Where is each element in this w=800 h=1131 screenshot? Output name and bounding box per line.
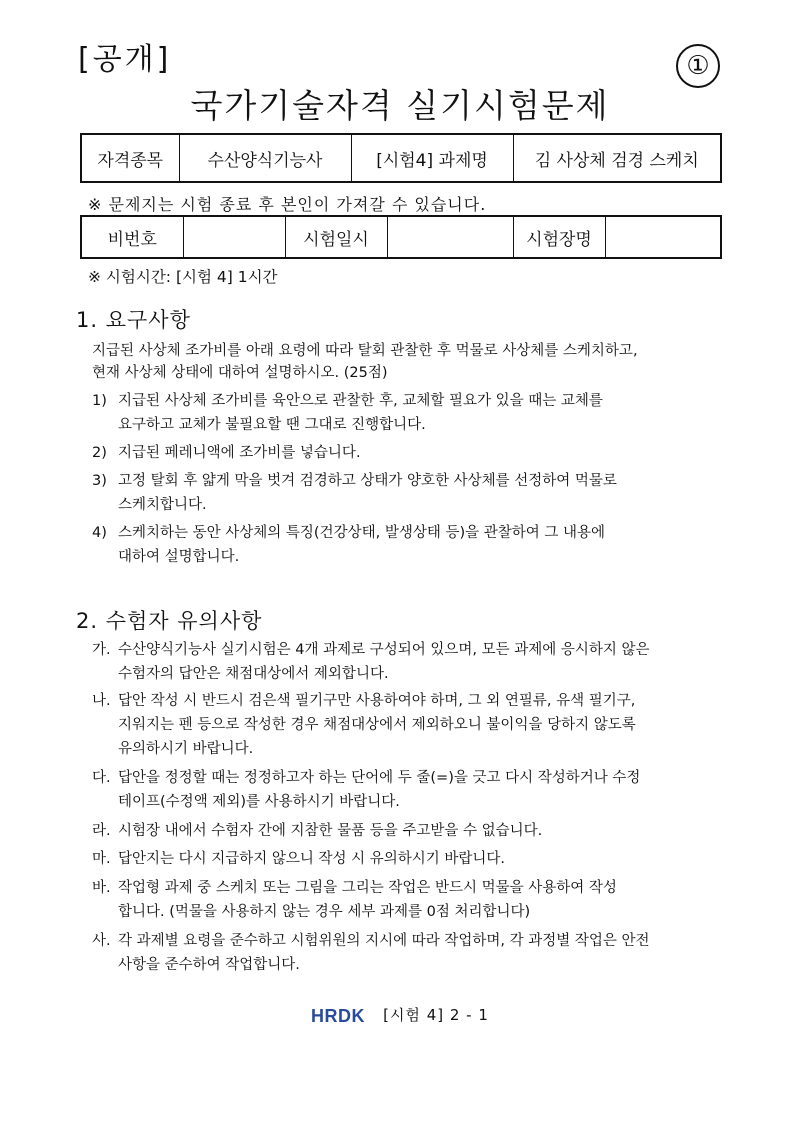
- notice-text-line: 사항을 준수하여 작업합니다.: [118, 957, 300, 973]
- notice-item: [92, 847, 724, 871]
- notice-marker: 사.: [92, 933, 111, 949]
- requirement-text-line: 스케치합니다.: [118, 497, 207, 513]
- notice-text-line: 시험장 내에서 수험자 간에 지참한 물품 등을 주고받을 수 없습니다.: [118, 823, 543, 839]
- notice-text-line: 답안을 정정할 때는 정정하고자 하는 단어에 두 줄(=)을 긋고 다시 작성하거나 수정: [118, 770, 641, 786]
- requirement-item: [92, 389, 732, 437]
- exam-place-label: 시험장명: [513, 216, 605, 258]
- notice-text-line: 수험자의 답안은 채점대상에서 제외합니다.: [118, 666, 389, 682]
- requirements-intro-line: 현재 사상체 상태에 대하여 설명하시오. (25점): [92, 365, 388, 381]
- requirement-text-line: 지급된 사상체 조가비를 육안으로 관찰한 후, 교체할 필요가 있을 때는 교체를: [118, 393, 603, 409]
- exam-id-field[interactable]: [183, 216, 285, 258]
- hrdk-logo-icon: [311, 1006, 375, 1024]
- requirement-item: [92, 521, 732, 569]
- field-value: 수산양식기능사: [179, 134, 351, 182]
- circle-number-badge: ①: [676, 44, 720, 88]
- notice-text-line: 지워지는 펜 등으로 작성한 경우 채점대상에서 제외하오니 불이익을 당하지 않도록: [118, 717, 636, 733]
- notice-text-line: 각 과제별 요령을 준수하고 시험위원의 지시에 따라 작업하며, 각 과정별 작업은 안전: [118, 933, 650, 949]
- requirement-item: [92, 469, 732, 517]
- notice-marker: 가.: [92, 642, 111, 658]
- hrdk-logo-text: HRDK: [311, 1005, 366, 1024]
- section-title-candidate-notes: 2. 수험자 유의사항: [76, 609, 263, 633]
- qualification-info-table: [80, 133, 722, 183]
- requirement-text-line: 대하여 설명합니다.: [118, 549, 240, 565]
- section-title-requirements: 1. 요구사항: [76, 308, 191, 332]
- requirement-number: 4): [92, 525, 107, 541]
- notice-item: [92, 929, 724, 977]
- notice-item: [92, 638, 724, 686]
- exam-id-label: 비번호: [81, 216, 183, 258]
- notice-text-line: 작업형 과제 중 스케치 또는 그림을 그리는 작업은 반드시 먹물을 사용하여 작성: [118, 880, 617, 896]
- exam-info-table: [80, 215, 722, 259]
- requirement-number: 2): [92, 445, 107, 461]
- requirement-number: 3): [92, 473, 107, 489]
- requirement-number: 1): [92, 393, 107, 409]
- take-home-notice: ※ 문제지는 시험 종료 후 본인이 가져갈 수 있습니다.: [88, 195, 487, 214]
- footer-page-label: [시험 4] 2 - 1: [383, 1006, 489, 1024]
- notice-item: [92, 819, 724, 843]
- requirement-text-line: 스케치하는 동안 사상체의 특징(건강상태, 발생상태 등)을 관찰하여 그 내용에: [118, 525, 606, 541]
- exam-time-note: ※ 시험시간: [시험 4] 1시간: [88, 268, 278, 286]
- notice-marker: 라.: [92, 823, 111, 839]
- page-footer: [0, 1004, 800, 1025]
- exam-place-field[interactable]: [605, 216, 721, 258]
- page-title: 국가기술자격 실기시험문제: [190, 86, 610, 125]
- requirement-item: [92, 441, 732, 465]
- notice-text-line: 합니다. (먹물을 사용하지 않는 경우 세부 과제를 0점 처리합니다): [118, 904, 531, 920]
- requirement-text-line: 고정 탈회 후 얇게 막을 벗겨 검경하고 상태가 양호한 사상체를 선정하여 먹물로: [118, 473, 617, 489]
- requirements-intro-line: 지급된 사상체 조가비를 아래 요령에 따라 탈회 관찰한 후 먹물로 사상체를 스케치하고,: [92, 343, 638, 359]
- notice-item: [92, 876, 724, 924]
- notice-text-line: 수산양식기능사 실기시험은 4개 과제로 구성되어 있으며, 모든 과제에 응시하지 않은: [118, 642, 650, 658]
- notice-text-line: 답안 작성 시 반드시 검은색 필기구만 사용하여야 하며, 그 외 연필류, 유색 필기구,: [118, 693, 636, 709]
- notice-text-line: 유의하시기 바랍니다.: [118, 741, 254, 757]
- exam-date-field[interactable]: [387, 216, 513, 258]
- notice-text-line: 테이프(수정액 제외)를 사용하시기 바랍니다.: [118, 794, 400, 810]
- task-value: 김 사상체 검경 스케치: [513, 134, 721, 182]
- notice-marker: 마.: [92, 851, 111, 867]
- requirement-text-line: 지급된 페레니액에 조가비를 넣습니다.: [118, 445, 361, 461]
- field-label: 자격종목: [81, 134, 179, 182]
- exam-date-label: 시험일시: [285, 216, 387, 258]
- notice-text-line: 답안지는 다시 지급하지 않으니 작성 시 유의하시기 바랍니다.: [118, 851, 506, 867]
- notice-item: [92, 766, 724, 814]
- notice-marker: 나.: [92, 693, 111, 709]
- public-label: [공개]: [78, 42, 172, 77]
- notice-marker: 다.: [92, 770, 111, 786]
- notice-marker: 바.: [92, 880, 111, 896]
- requirement-text-line: 요구하고 교체가 불필요할 땐 그대로 진행합니다.: [118, 417, 426, 433]
- task-label: [시험4] 과제명: [351, 134, 513, 182]
- notice-item: [92, 689, 724, 761]
- requirements-intro: [92, 340, 732, 384]
